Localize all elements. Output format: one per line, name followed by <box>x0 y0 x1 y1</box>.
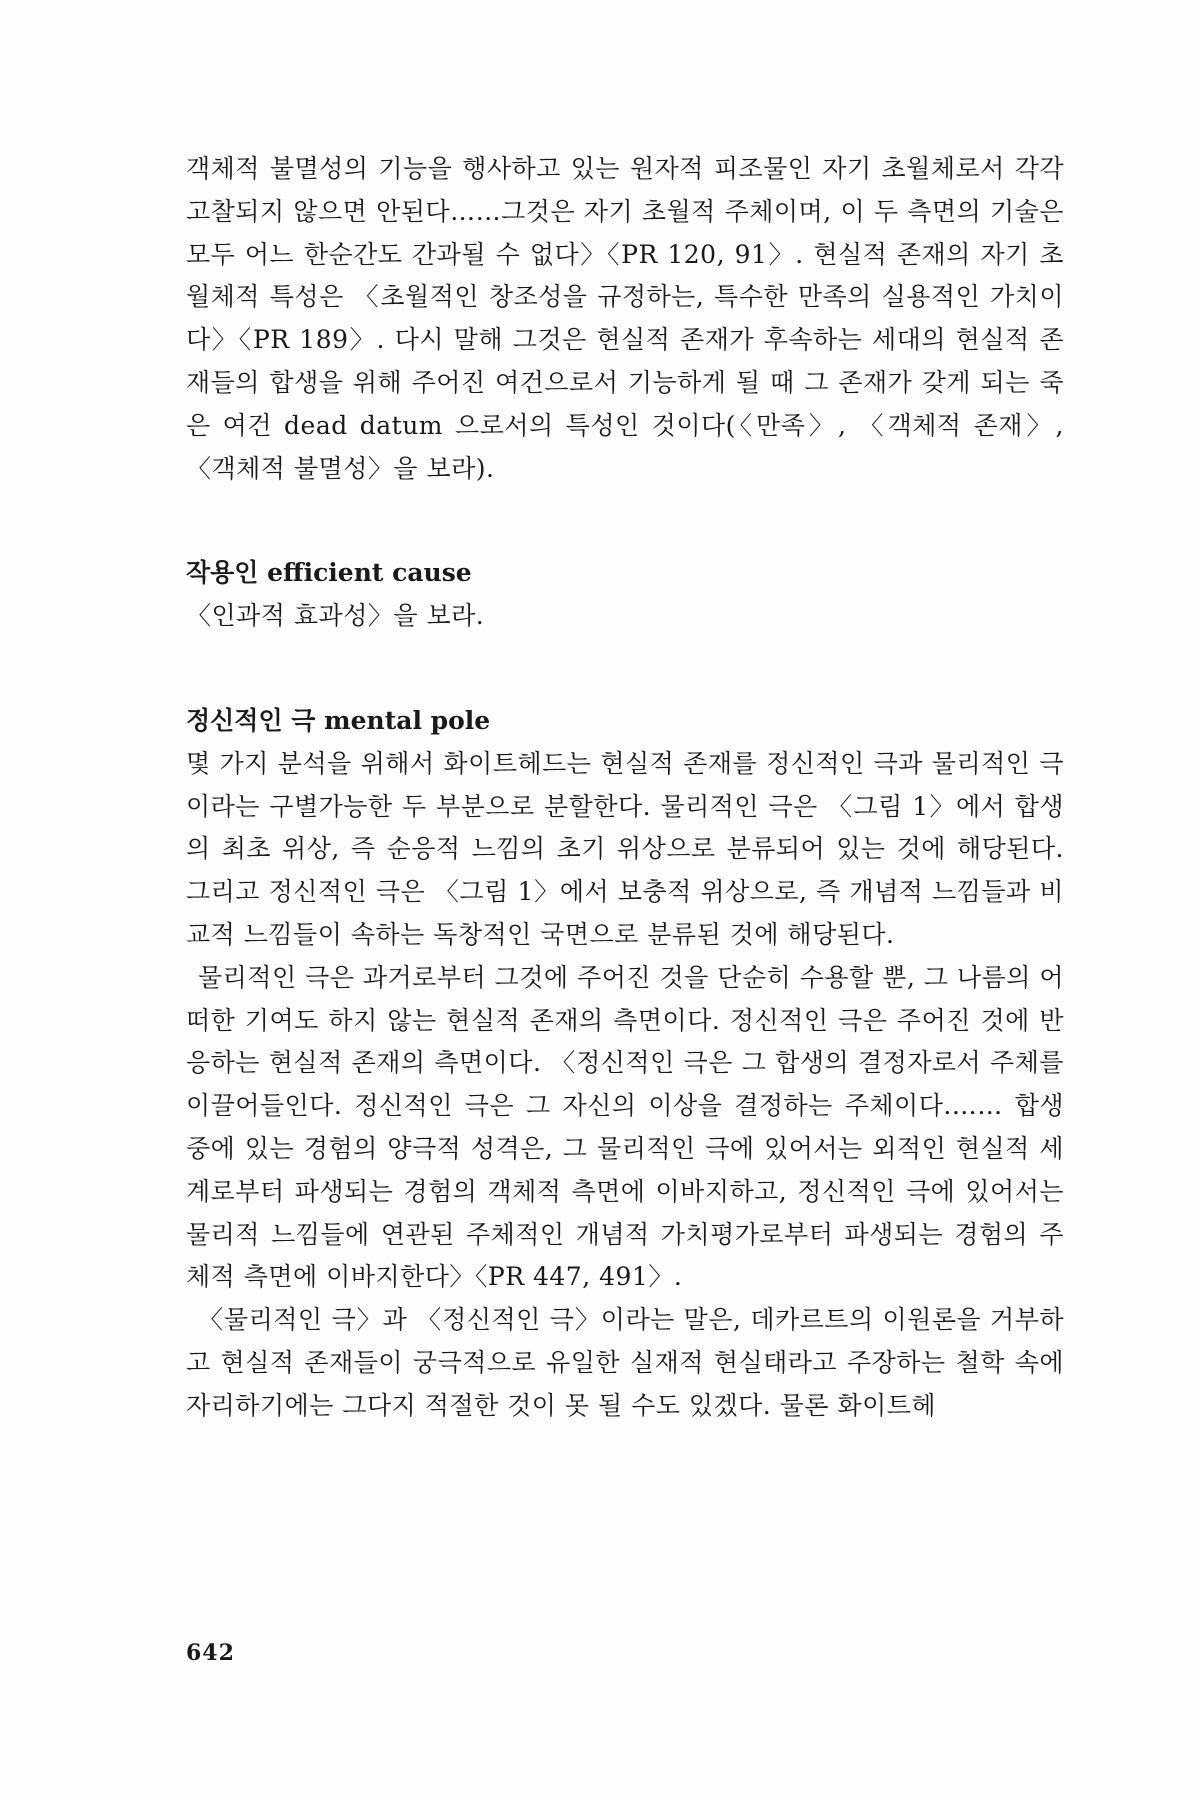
entry-efficient-cause <box>186 552 1064 638</box>
entry-mental-pole <box>186 700 1064 1428</box>
entry-title: 작용인 efficient cause <box>186 558 472 588</box>
entry-paragraph: 〈인과적 효과성〉을 보라. <box>186 601 485 631</box>
section-spacer <box>186 638 1064 700</box>
section-spacer <box>186 490 1064 552</box>
page-content <box>186 148 1064 1428</box>
page-number: 642 <box>186 1640 235 1666</box>
entry-title: 정신적인 극 mental pole <box>186 705 491 735</box>
entry-paragraph: 〈물리적인 극〉과 〈정신적인 극〉이라는 말은, 데카르트의 이원론을 거부하고 현실적 존재들이 궁극적으로 유일한 실재적 현실태라고 주장하는 철학 속에 자리하기에는 그다지 적절한 것이 못 될 수도 있겠다. 물론 화이트헤 <box>186 1305 1064 1420</box>
entry-paragraph: 몇 가지 분석을 위해서 화이트헤드는 현실적 존재를 정신적인 극과 물리적인 극이라는 구별가능한 두 부분으로 분할한다. 물리적인 극은 〈그림 1〉에서 합생의 최초 위상, 즉 순응적 느낌의 초기 위상으로 분류되어 있는 것에 해당된다. 그리고 정신적인 극은 〈그림 1〉에서 보충적 위상으로, 즉 개념적 느낌들과 비교적 느낌들이 속하는 독창적인 국면으로 분류된 것에 해당된다. <box>186 748 1064 949</box>
entry-paragraph: 물리적인 극은 과거로부터 그것에 주어진 것을 단순히 수용할 뿐, 그 나름의 어떠한 기여도 하지 않는 현실적 존재의 측면이다. 정신적인 극은 주어진 것에 반응하는 현실적 존재의 측면이다. 〈정신적인 극은 그 합생의 결정자로서 주체를 이끌어들인다. 정신적인 극은 그 자신의 이상을 결정하는 주체이다.…… 합생 중에 있는 경험의 양극적 성격은, 그 물리적인 극에 있어서는 외적인 현실적 세계로부터 파생되는 경험의 객체적 측면에 이바지하고, 정신적인 극에 있어서는 물리적 느낌들에 연관된 주체적인 개념적 가치평가로부터 파생되는 경험의 주체적 측면에 이바지한다〉〈PR 447, 491〉. <box>186 962 1064 1292</box>
intro-paragraph: 객체적 불멸성의 기능을 행사하고 있는 원자적 피조물인 자기 초월체로서 각각 고찰되지 않으면 안된다……그것은 자기 초월적 주체이며, 이 두 측면의 기술은 모두 어느 한순간도 간과될 수 없다〉〈PR 120, 91〉. 현실적 존재의 자기 초월체적 특성은 〈초월적인 창조성을 규정하는, 특수한 만족의 실용적인 가치이다〉〈PR 189〉. 다시 말해 그것은 현실적 존재가 후속하는 세대의 현실적 존재들의 합생을 위해 주어진 여건으로서 기능하게 될 때 그 존재가 갖게 되는 죽은 여건 dead datum 으로서의 특성인 것이다(〈만족〉, 〈객체적 존재〉, 〈객체적 불멸성〉을 보라). <box>186 154 1064 483</box>
